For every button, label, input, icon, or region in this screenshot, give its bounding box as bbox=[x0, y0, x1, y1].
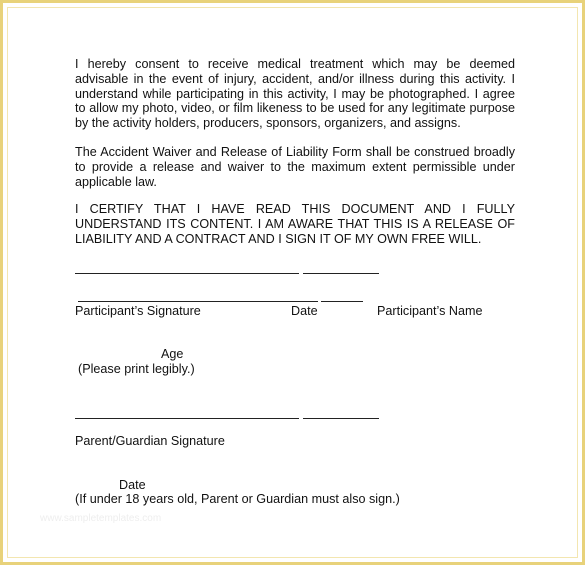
guardian-signature-line[interactable] bbox=[75, 418, 299, 419]
date-label: Date bbox=[291, 304, 318, 318]
age-label: Age bbox=[161, 347, 184, 361]
waiver-paragraph: The Accident Waiver and Release of Liability Form shall be construed broadly to provide a release and waiver to the maximum extent permissible under applicable law. bbox=[75, 145, 515, 189]
guardian-date-line[interactable] bbox=[303, 418, 379, 419]
print-note: (Please print legibly.) bbox=[78, 362, 195, 376]
document-watermark: www.sampletemplates.com bbox=[40, 513, 162, 524]
participant-date-line[interactable] bbox=[321, 301, 363, 302]
signature-line[interactable] bbox=[75, 273, 299, 274]
participant-signature-label: Participant’s Signature bbox=[75, 304, 201, 318]
guardian-date-label: Date bbox=[119, 478, 146, 492]
date-line[interactable] bbox=[303, 273, 379, 274]
participant-name-label: Participant’s Name bbox=[377, 304, 483, 318]
participant-name-line[interactable] bbox=[78, 301, 318, 302]
certification-paragraph: I CERTIFY THAT I HAVE READ THIS DOCUMENT AND I FULLY UNDERSTAND ITS CONTENT. I AM AWARE THAT THIS IS A RELEASE OF LIABILITY AND A CONTRACT AND I SIGN IT OF MY OWN FREE WILL. bbox=[75, 202, 515, 246]
guardian-note: (If under 18 years old, Parent or Guardian must also sign.) bbox=[75, 492, 400, 506]
consent-paragraph: I hereby consent to receive medical treatment which may be deemed advisable in the event of injury, accident, and/or illness during this activity. I understand while participating in this activity, I may be photographed. I agree to allow my photo, video, or film likeness to be used for any legitimate purpose by the activity holders, producers, sponsors, organizers, and assigns. bbox=[75, 57, 515, 131]
guardian-signature-label: Parent/Guardian Signature bbox=[75, 434, 225, 448]
